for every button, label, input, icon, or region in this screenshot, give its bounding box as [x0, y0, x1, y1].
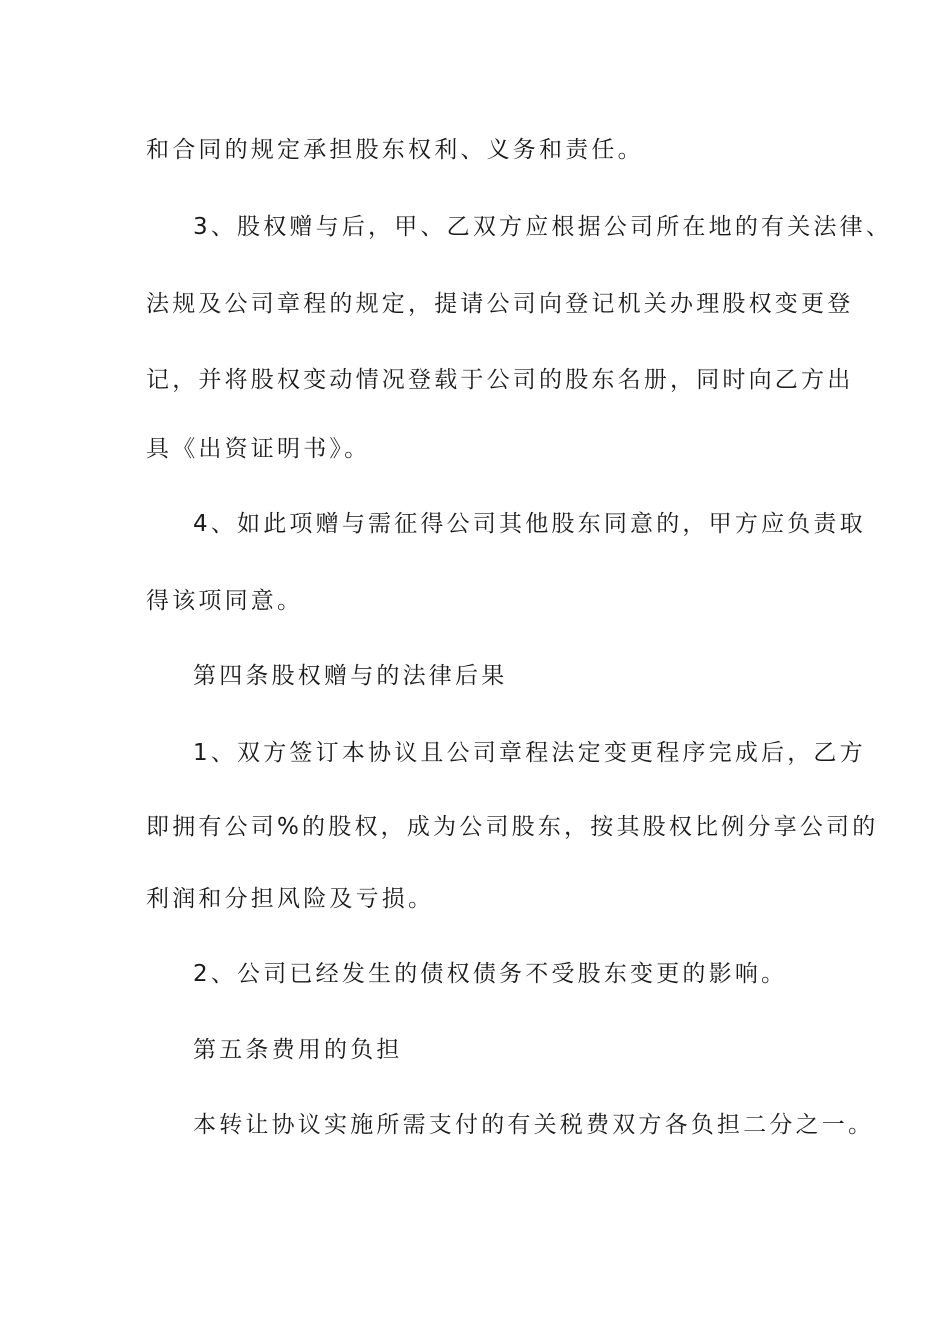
paragraph-line: 2、公司已经发生的债权债务不受股东变更的影响。 [193, 961, 788, 987]
section-heading: 第四条股权赠与的法律后果 [193, 663, 508, 689]
paragraph-line: 得该项同意。 [146, 588, 304, 614]
paragraph-line: 4、如此项赠与需征得公司其他股东同意的，甲方应负责取 [193, 511, 866, 537]
paragraph-line: 即拥有公司%的股权，成为公司股东，按其股权比例分享公司的 [146, 814, 879, 840]
paragraph-line: 1、双方签订本协议且公司章程法定变更程序完成后，乙方 [193, 740, 866, 766]
paragraph-line: 具《出资证明书》。 [146, 436, 371, 462]
paragraph-line: 3、股权赠与后，甲、乙双方应根据公司所在地的有关法律、 [193, 214, 893, 240]
paragraph-line: 记，并将股权变动情况登载于公司的股东名册，同时向乙方出 [146, 367, 854, 393]
paragraph-line: 和合同的规定承担股东权利、义务和责任。 [146, 137, 644, 163]
section-heading: 第五条费用的负担 [193, 1037, 403, 1063]
paragraph-line: 本转让协议实施所需支付的有关税费双方各负担二分之一。 [193, 1112, 875, 1138]
paragraph-line: 利润和分担风险及亏损。 [146, 886, 435, 912]
paragraph-line: 法规及公司章程的规定，提请公司向登记机关办理股权变更登 [146, 291, 854, 317]
